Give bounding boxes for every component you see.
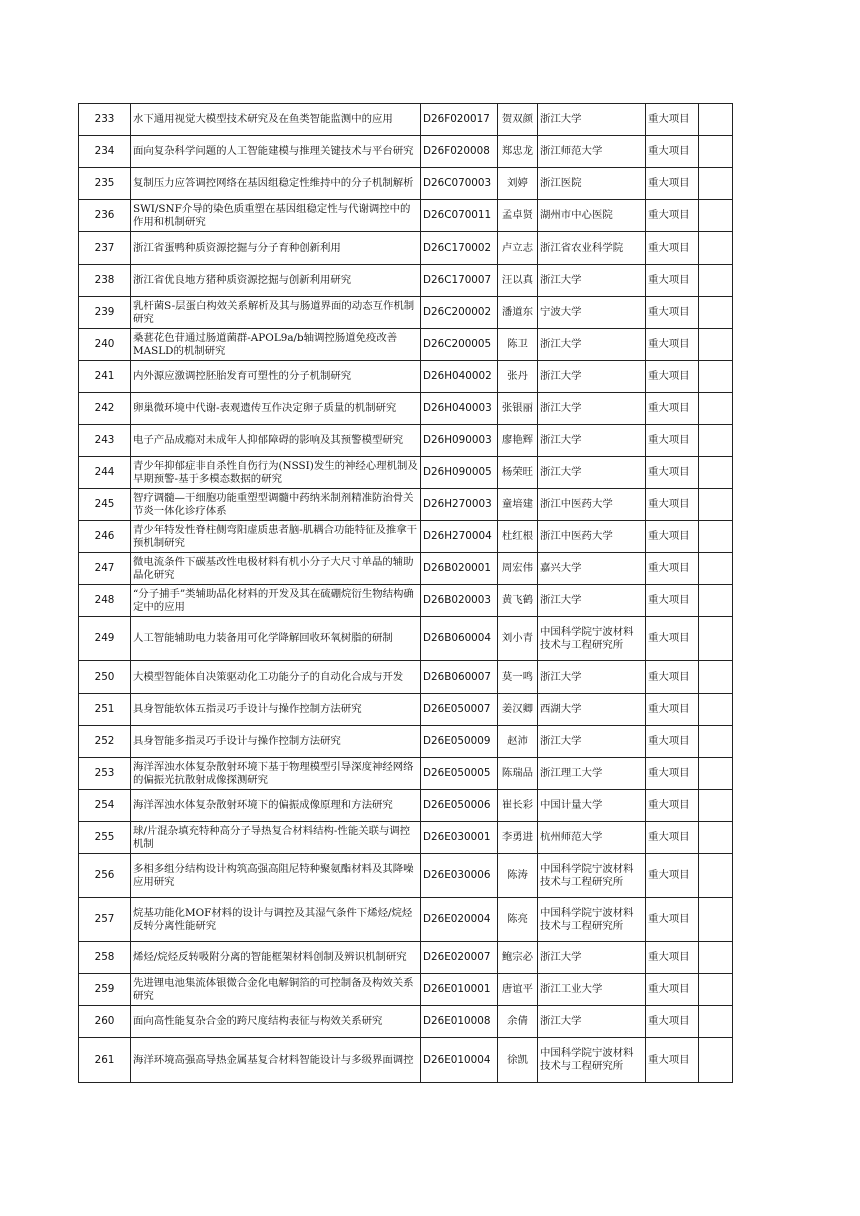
extra-cell (699, 393, 733, 425)
project-code: D26F020017 (421, 104, 498, 136)
table-row (79, 1038, 733, 1083)
project-type: 重大项目 (646, 297, 699, 329)
institution: 中国计量大学 (538, 790, 646, 822)
extra-cell (699, 489, 733, 521)
project-title: 海洋浑浊水体复杂散射环境下的偏振成像原理和方法研究 (131, 790, 421, 822)
project-code: D26E020007 (421, 942, 498, 974)
table-row (79, 136, 733, 168)
extra-cell (699, 457, 733, 489)
project-code: D26C200005 (421, 329, 498, 361)
project-title: 青少年抑郁症非自杀性自伤行为(NSSI)发生的神经心理机制及早期预警-基于多模态数据的研究 (131, 457, 421, 489)
row-number: 257 (79, 898, 131, 942)
table-row (79, 758, 733, 790)
institution: 中国科学院宁波材料技术与工程研究所 (538, 898, 646, 942)
project-title: 内外源应激调控胚胎发育可塑性的分子机制研究 (131, 361, 421, 393)
project-type: 重大项目 (646, 758, 699, 790)
extra-cell (699, 297, 733, 329)
project-type: 重大项目 (646, 822, 699, 854)
table-row (79, 200, 733, 232)
row-number: 236 (79, 200, 131, 232)
principal-investigator: 鲍宗必 (498, 942, 538, 974)
extra-cell (699, 232, 733, 265)
extra-cell (699, 425, 733, 457)
row-number: 260 (79, 1006, 131, 1038)
table-row (79, 361, 733, 393)
project-type: 重大项目 (646, 521, 699, 553)
extra-cell (699, 329, 733, 361)
project-title: SWI/SNF介导的染色质重塑在基因组稳定性与代谢调控中的作用和机制研究 (131, 200, 421, 232)
project-type: 重大项目 (646, 854, 699, 898)
project-title: 浙江省优良地方猪种质资源挖掘与创新利用研究 (131, 265, 421, 297)
table-row (79, 393, 733, 425)
table-row (79, 425, 733, 457)
project-code: D26E050009 (421, 726, 498, 758)
principal-investigator: 徐凯 (498, 1038, 538, 1083)
project-title: 人工智能辅助电力装备用可化学降解回收环氧树脂的研制 (131, 617, 421, 661)
institution: 浙江医院 (538, 168, 646, 200)
principal-investigator: 陈瑞品 (498, 758, 538, 790)
extra-cell (699, 136, 733, 168)
row-number: 246 (79, 521, 131, 553)
institution: 浙江大学 (538, 265, 646, 297)
project-title: 复制压力应答调控网络在基因组稳定性维持中的分子机制解析 (131, 168, 421, 200)
principal-investigator: 崔长彩 (498, 790, 538, 822)
project-code: D26E010004 (421, 1038, 498, 1083)
institution: 浙江大学 (538, 942, 646, 974)
project-title: 烷基功能化MOF材料的设计与调控及其湿气条件下烯烃/烷烃反转分离性能研究 (131, 898, 421, 942)
project-code: D26H040002 (421, 361, 498, 393)
institution: 浙江中医药大学 (538, 489, 646, 521)
project-title: 卵巢微环境中代谢-表观遗传互作决定卵子质量的机制研究 (131, 393, 421, 425)
project-code: D26F020008 (421, 136, 498, 168)
table-row (79, 974, 733, 1006)
extra-cell (699, 168, 733, 200)
principal-investigator: 余倩 (498, 1006, 538, 1038)
institution: 西湖大学 (538, 694, 646, 726)
project-type: 重大项目 (646, 457, 699, 489)
project-type: 重大项目 (646, 168, 699, 200)
project-code: D26H270003 (421, 489, 498, 521)
project-code: D26E050006 (421, 790, 498, 822)
row-number: 250 (79, 661, 131, 694)
row-number: 235 (79, 168, 131, 200)
institution: 浙江工业大学 (538, 974, 646, 1006)
project-title: 微电流条件下碳基改性电极材料有机小分子大尺寸单晶的辅助晶化研究 (131, 553, 421, 585)
extra-cell (699, 726, 733, 758)
table-row (79, 104, 733, 136)
table-row (79, 822, 733, 854)
project-title: 大模型智能体自决策驱动化工功能分子的自动化合成与开发 (131, 661, 421, 694)
institution: 湖州市中心医院 (538, 200, 646, 232)
project-type: 重大项目 (646, 329, 699, 361)
table-row (79, 553, 733, 585)
principal-investigator: 张丹 (498, 361, 538, 393)
project-title: 先进锂电池集流体银微合金化电解铜箔的可控制备及构效关系研究 (131, 974, 421, 1006)
extra-cell (699, 974, 733, 1006)
extra-cell (699, 1006, 733, 1038)
row-number: 259 (79, 974, 131, 1006)
project-title: 青少年特发性脊柱侧弯阳虚质患者脑-肌耦合功能特征及推拿干预机制研究 (131, 521, 421, 553)
row-number: 242 (79, 393, 131, 425)
table-row (79, 489, 733, 521)
institution: 中国科学院宁波材料技术与工程研究所 (538, 1038, 646, 1083)
row-number: 249 (79, 617, 131, 661)
principal-investigator: 黄飞鹤 (498, 585, 538, 617)
row-number: 256 (79, 854, 131, 898)
table-row (79, 726, 733, 758)
extra-cell (699, 521, 733, 553)
institution: 浙江师范大学 (538, 136, 646, 168)
project-type: 重大项目 (646, 232, 699, 265)
institution: 浙江大学 (538, 661, 646, 694)
table-row (79, 790, 733, 822)
row-number: 255 (79, 822, 131, 854)
project-type: 重大项目 (646, 1038, 699, 1083)
project-type: 重大项目 (646, 489, 699, 521)
principal-investigator: 童培建 (498, 489, 538, 521)
project-code: D26B020003 (421, 585, 498, 617)
project-table (78, 103, 733, 1083)
row-number: 253 (79, 758, 131, 790)
project-code: D26H090005 (421, 457, 498, 489)
table-row (79, 297, 733, 329)
extra-cell (699, 265, 733, 297)
principal-investigator: 赵沛 (498, 726, 538, 758)
institution: 中国科学院宁波材料技术与工程研究所 (538, 854, 646, 898)
project-code: D26H090003 (421, 425, 498, 457)
row-number: 248 (79, 585, 131, 617)
principal-investigator: 唐谊平 (498, 974, 538, 1006)
principal-investigator: 莫一鸣 (498, 661, 538, 694)
principal-investigator: 陈卫 (498, 329, 538, 361)
project-code: D26H270004 (421, 521, 498, 553)
row-number: 237 (79, 232, 131, 265)
institution: 中国科学院宁波材料技术与工程研究所 (538, 617, 646, 661)
extra-cell (699, 617, 733, 661)
extra-cell (699, 854, 733, 898)
table-row (79, 457, 733, 489)
principal-investigator: 孟卓贤 (498, 200, 538, 232)
project-code: D26E030001 (421, 822, 498, 854)
project-type: 重大项目 (646, 790, 699, 822)
project-title: 海洋浑浊水体复杂散射环境下基于物理模型引导深度神经网络的偏振光抗散射成像探测研究 (131, 758, 421, 790)
project-title: 多相多组分结构设计构筑高强高阻尼特种聚氨酯材料及其降噪应用研究 (131, 854, 421, 898)
institution: 浙江大学 (538, 1006, 646, 1038)
project-title: 浙江省蛋鸭种质资源挖掘与分子育种创新利用 (131, 232, 421, 265)
principal-investigator: 刘小青 (498, 617, 538, 661)
project-code: D26C070003 (421, 168, 498, 200)
table-row (79, 898, 733, 942)
project-type: 重大项目 (646, 136, 699, 168)
institution: 嘉兴大学 (538, 553, 646, 585)
table-row (79, 521, 733, 553)
institution: 浙江中医药大学 (538, 521, 646, 553)
row-number: 234 (79, 136, 131, 168)
project-type: 重大项目 (646, 393, 699, 425)
table-row (79, 585, 733, 617)
project-type: 重大项目 (646, 200, 699, 232)
extra-cell (699, 898, 733, 942)
principal-investigator: 潘道东 (498, 297, 538, 329)
institution: 浙江理工大学 (538, 758, 646, 790)
institution: 浙江大学 (538, 393, 646, 425)
row-number: 233 (79, 104, 131, 136)
extra-cell (699, 1038, 733, 1083)
institution: 杭州师范大学 (538, 822, 646, 854)
table-row (79, 661, 733, 694)
extra-cell (699, 758, 733, 790)
institution: 浙江省农业科学院 (538, 232, 646, 265)
table-row (79, 854, 733, 898)
table-row (79, 1006, 733, 1038)
table-row (79, 168, 733, 200)
project-type: 重大项目 (646, 265, 699, 297)
principal-investigator: 陈亮 (498, 898, 538, 942)
row-number: 261 (79, 1038, 131, 1083)
project-table-body (79, 104, 733, 1083)
extra-cell (699, 200, 733, 232)
project-title: 面向复杂科学问题的人工智能建模与推理关键技术与平台研究 (131, 136, 421, 168)
project-title: 电子产品成瘾对未成年人抑郁障碍的影响及其预警模型研究 (131, 425, 421, 457)
project-code: D26H040003 (421, 393, 498, 425)
project-type: 重大项目 (646, 1006, 699, 1038)
institution: 浙江大学 (538, 361, 646, 393)
project-type: 重大项目 (646, 361, 699, 393)
project-title: 具身智能软体五指灵巧手设计与操作控制方法研究 (131, 694, 421, 726)
project-code: D26C200002 (421, 297, 498, 329)
project-title: 球/片混杂填充特种高分子导热复合材料结构-性能关联与调控机制 (131, 822, 421, 854)
principal-investigator: 刘婷 (498, 168, 538, 200)
project-title: 智疗调髓—干细胞功能重塑型调髓中药纳米制剂精准防治骨关节炎一体化诊疗体系 (131, 489, 421, 521)
institution: 浙江大学 (538, 329, 646, 361)
project-title: “分子捕手”类辅助晶化材料的开发及其在硫硼烷衍生物结构确定中的应用 (131, 585, 421, 617)
principal-investigator: 贺双颜 (498, 104, 538, 136)
institution: 浙江大学 (538, 457, 646, 489)
row-number: 244 (79, 457, 131, 489)
row-number: 252 (79, 726, 131, 758)
project-code: D26B020001 (421, 553, 498, 585)
project-type: 重大项目 (646, 425, 699, 457)
extra-cell (699, 942, 733, 974)
institution: 浙江大学 (538, 104, 646, 136)
principal-investigator: 杨荣旺 (498, 457, 538, 489)
principal-investigator: 张银丽 (498, 393, 538, 425)
project-title: 桑葚花色苷通过肠道菌群-APOL9a/b轴调控肠道免疫改善MASLD的机制研究 (131, 329, 421, 361)
project-type: 重大项目 (646, 898, 699, 942)
principal-investigator: 姜汉卿 (498, 694, 538, 726)
project-code: D26E020004 (421, 898, 498, 942)
project-code: D26C170007 (421, 265, 498, 297)
principal-investigator: 周宏伟 (498, 553, 538, 585)
extra-cell (699, 585, 733, 617)
institution: 宁波大学 (538, 297, 646, 329)
table-row (79, 329, 733, 361)
extra-cell (699, 694, 733, 726)
project-code: D26C070011 (421, 200, 498, 232)
project-type: 重大项目 (646, 974, 699, 1006)
row-number: 251 (79, 694, 131, 726)
table-row (79, 232, 733, 265)
project-code: D26E010008 (421, 1006, 498, 1038)
row-number: 241 (79, 361, 131, 393)
project-title: 具身智能多指灵巧手设计与操作控制方法研究 (131, 726, 421, 758)
row-number: 245 (79, 489, 131, 521)
project-type: 重大项目 (646, 104, 699, 136)
table-row (79, 617, 733, 661)
table-row (79, 942, 733, 974)
project-code: D26B060007 (421, 661, 498, 694)
project-title: 乳杆菌S-层蛋白构效关系解析及其与肠道界面的动态互作机制研究 (131, 297, 421, 329)
project-type: 重大项目 (646, 942, 699, 974)
principal-investigator: 李勇进 (498, 822, 538, 854)
project-type: 重大项目 (646, 661, 699, 694)
row-number: 238 (79, 265, 131, 297)
institution: 浙江大学 (538, 425, 646, 457)
project-type: 重大项目 (646, 617, 699, 661)
project-type: 重大项目 (646, 585, 699, 617)
project-type: 重大项目 (646, 726, 699, 758)
project-code: D26B060004 (421, 617, 498, 661)
extra-cell (699, 104, 733, 136)
institution: 浙江大学 (538, 726, 646, 758)
project-type: 重大项目 (646, 694, 699, 726)
project-code: D26E030006 (421, 854, 498, 898)
extra-cell (699, 661, 733, 694)
principal-investigator: 杜红根 (498, 521, 538, 553)
row-number: 240 (79, 329, 131, 361)
principal-investigator: 陈涛 (498, 854, 538, 898)
project-code: D26E050007 (421, 694, 498, 726)
row-number: 239 (79, 297, 131, 329)
principal-investigator: 卢立志 (498, 232, 538, 265)
extra-cell (699, 790, 733, 822)
principal-investigator: 廖艳辉 (498, 425, 538, 457)
row-number: 254 (79, 790, 131, 822)
project-code: D26E050005 (421, 758, 498, 790)
project-title: 海洋环境高强高导热金属基复合材料智能设计与多级界面调控 (131, 1038, 421, 1083)
table-row (79, 265, 733, 297)
project-code: D26E010001 (421, 974, 498, 1006)
principal-investigator: 郑忠龙 (498, 136, 538, 168)
institution: 浙江大学 (538, 585, 646, 617)
row-number: 247 (79, 553, 131, 585)
row-number: 243 (79, 425, 131, 457)
project-title: 水下通用视觉大模型技术研究及在鱼类智能监测中的应用 (131, 104, 421, 136)
extra-cell (699, 822, 733, 854)
project-type: 重大项目 (646, 553, 699, 585)
extra-cell (699, 553, 733, 585)
extra-cell (699, 361, 733, 393)
table-row (79, 694, 733, 726)
principal-investigator: 汪以真 (498, 265, 538, 297)
project-code: D26C170002 (421, 232, 498, 265)
row-number: 258 (79, 942, 131, 974)
project-title: 烯烃/烷烃反转吸附分离的智能框架材料创制及辨识机制研究 (131, 942, 421, 974)
project-title: 面向高性能复杂合金的跨尺度结构表征与构效关系研究 (131, 1006, 421, 1038)
